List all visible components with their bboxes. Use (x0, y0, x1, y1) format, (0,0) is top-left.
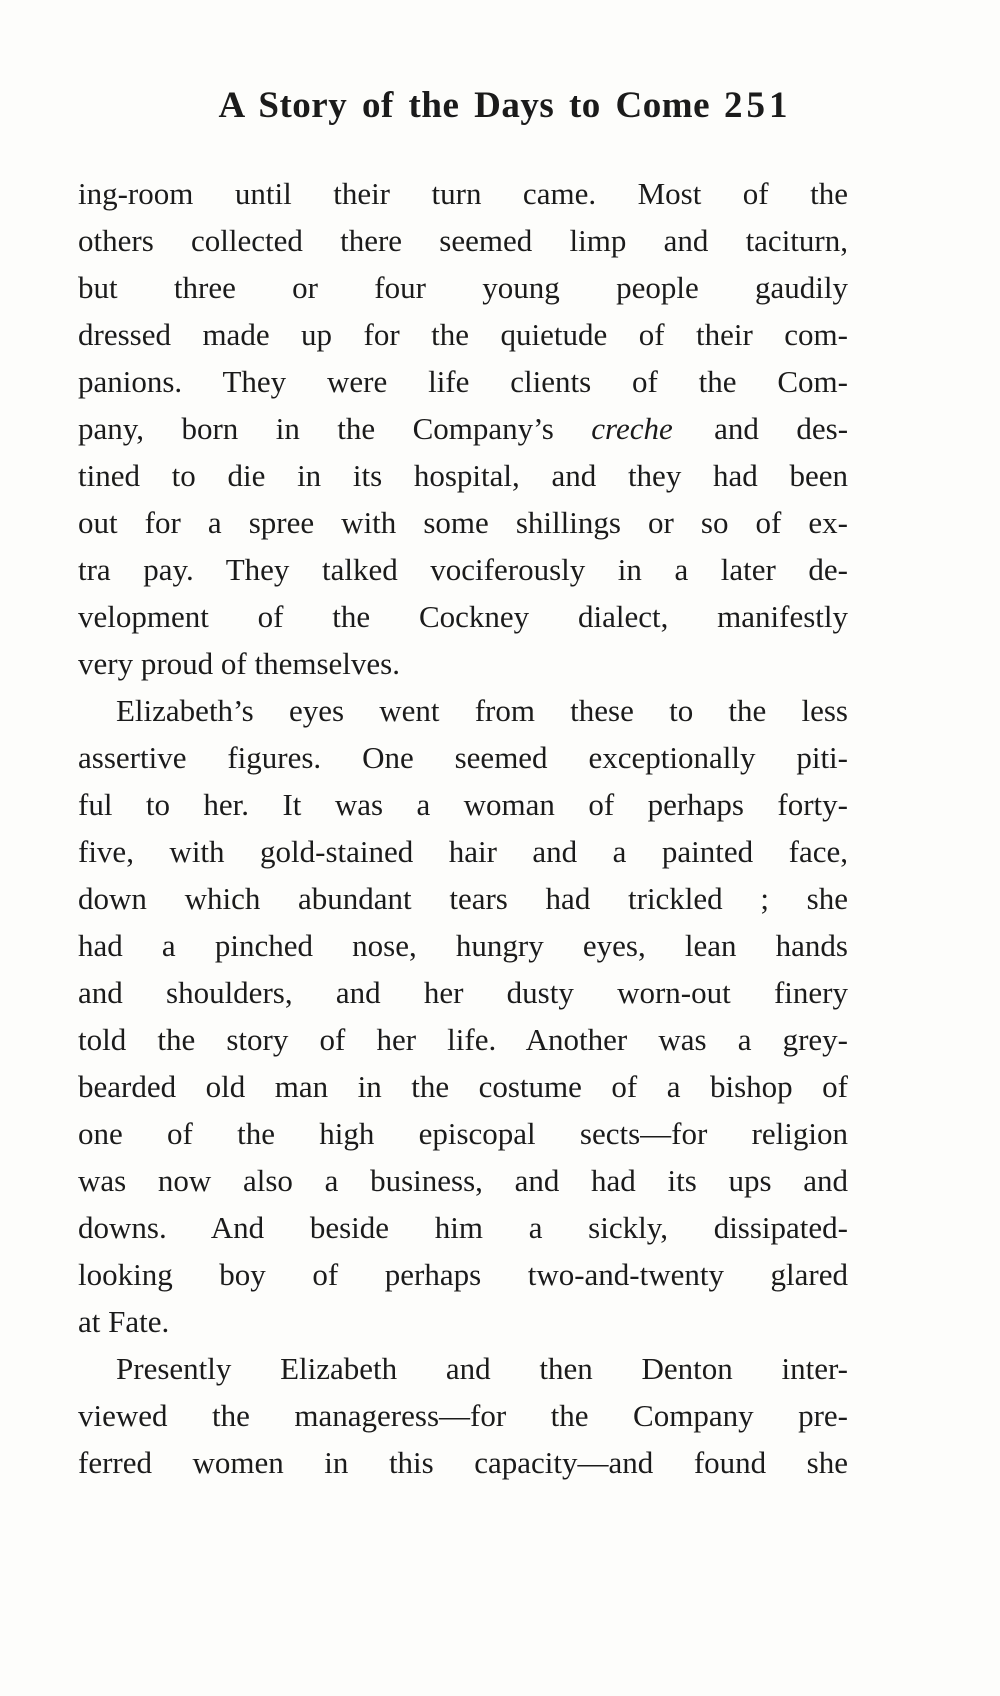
text-line: bearded old man in the costume of a bishop of (78, 1069, 848, 1104)
text-line: ing-room until their turn came. Most of the (78, 176, 848, 211)
running-header (110, 84, 900, 127)
text-line: tra pay. They talked vociferously in a later de- (78, 552, 848, 587)
text-line: Elizabeth’s eyes went from these to the less (116, 693, 848, 728)
page-title: A Story of the Days to Come (218, 85, 711, 126)
text-line: Presently Elizabeth and then Denton inter- (116, 1351, 848, 1386)
page-body (78, 170, 848, 1486)
text-line: looking boy of perhaps two-and-twenty glared (78, 1257, 848, 1292)
text-line: very proud of themselves. (78, 646, 400, 681)
text-line: but three or four young people gaudily (78, 270, 848, 305)
text-line: five, with gold-stained hair and a painted face, (78, 834, 848, 869)
text-line: told the story of her life. Another was a grey- (78, 1022, 848, 1057)
text-line: at Fate. (78, 1304, 170, 1339)
text-line: assertive figures. One seemed exceptionally piti- (78, 740, 848, 775)
text-line: ful to her. It was a woman of perhaps forty- (78, 787, 848, 822)
text-line: was now also a business, and had its ups and (78, 1163, 848, 1198)
text-line: downs. And beside him a sickly, dissipated- (78, 1210, 848, 1245)
text-line: panions. They were life clients of the Com- (78, 364, 848, 399)
text-line: out for a spree with some shillings or so of ex- (78, 505, 848, 540)
text-line: tined to die in its hospital, and they had been (78, 458, 848, 493)
text-line: others collected there seemed limp and taciturn, (78, 223, 848, 258)
text-line: and shoulders, and her dusty worn-out finery (78, 975, 848, 1010)
page-number: 251 (724, 85, 792, 126)
text-line: down which abundant tears had trickled ; she (78, 881, 848, 916)
text-line: viewed the manageress—for the Company pre- (78, 1398, 848, 1433)
text-line: one of the high episcopal sects—for religion (78, 1116, 848, 1151)
text-line: ferred women in this capacity—and found she (78, 1445, 848, 1480)
text-line: pany, born in the Company’s creche and des- (78, 411, 849, 446)
text-line: velopment of the Cockney dialect, manifestly (78, 599, 848, 634)
text-line: dressed made up for the quietude of their com- (78, 317, 848, 352)
text-line: had a pinched nose, hungry eyes, lean hands (78, 928, 848, 963)
